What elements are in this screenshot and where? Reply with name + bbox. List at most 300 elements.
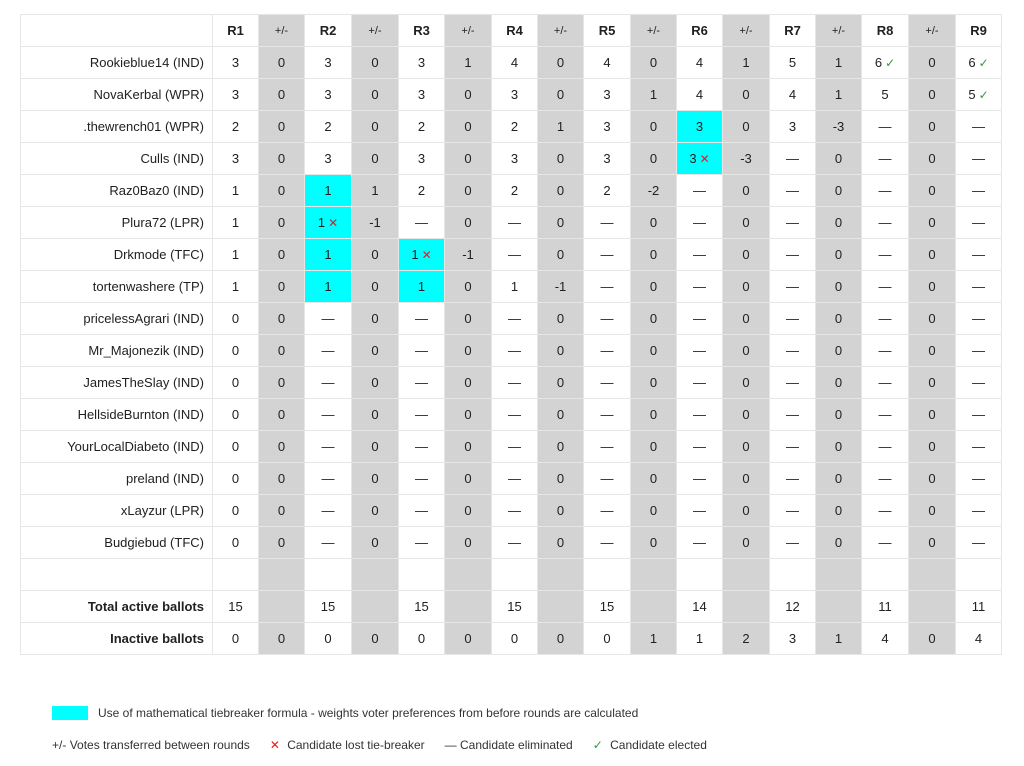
transfer-cell — [445, 239, 492, 271]
vote-cell — [213, 239, 259, 271]
transfer-cell — [352, 207, 399, 239]
cell-value: — — [600, 215, 614, 230]
cell-value: 0 — [464, 503, 472, 518]
candidate-name: Inactive ballots — [21, 623, 213, 655]
vote-cell — [305, 495, 352, 527]
transfer-cell — [816, 591, 862, 623]
cell-value: -2 — [647, 183, 660, 198]
cell-value: 0 — [277, 215, 286, 230]
vote-cell — [305, 207, 352, 239]
cross-icon: ✕ — [328, 216, 339, 230]
cell-value: 0 — [742, 343, 750, 358]
cell-value: 3 — [695, 119, 704, 134]
vote-cell — [399, 47, 445, 79]
cell-value: 0 — [371, 151, 379, 166]
vote-cell — [770, 495, 816, 527]
cell-value: 0 — [649, 343, 658, 358]
cell-value: 1 — [324, 279, 332, 294]
cell-value: 1 — [834, 87, 843, 102]
cell-value: 3 — [231, 87, 240, 102]
vote-cell — [677, 495, 723, 527]
cell-value: — — [972, 183, 985, 198]
legend-symbols — [52, 738, 707, 752]
transfer-column-header: +/- — [631, 15, 677, 47]
cell-value: — — [972, 247, 985, 262]
cell-value: — — [508, 535, 521, 550]
vote-cell — [862, 303, 909, 335]
vote-cell — [305, 591, 352, 623]
cell-value: — — [878, 279, 892, 294]
vote-cell — [677, 239, 723, 271]
transfer-cell — [909, 79, 956, 111]
vote-cell — [862, 47, 909, 79]
vote-cell — [213, 79, 259, 111]
cell-value: 4 — [695, 87, 704, 102]
candidate-row — [21, 335, 1002, 367]
vote-cell — [770, 335, 816, 367]
cell-value: 0 — [834, 503, 843, 518]
cell-value: — — [786, 151, 799, 166]
candidate-row — [21, 303, 1002, 335]
cell-value: 3 — [603, 151, 611, 166]
cell-value: 0 — [371, 311, 379, 326]
cell-value: 2 — [417, 183, 426, 198]
cell-value: 1 — [464, 55, 472, 70]
vote-cell — [770, 303, 816, 335]
cell-value: — — [693, 375, 706, 390]
transfer-cell — [259, 47, 305, 79]
cell-value: 1 — [231, 279, 240, 294]
transfer-cell — [631, 47, 677, 79]
cell-value: 2 — [324, 119, 332, 134]
transfer-cell — [909, 367, 956, 399]
cell-value: — — [693, 215, 706, 230]
vote-cell — [399, 207, 445, 239]
vote-cell — [677, 47, 723, 79]
empty-cell — [352, 559, 399, 591]
cell-value: 0 — [277, 311, 286, 326]
transfer-cell — [631, 623, 677, 655]
cell-value: 0 — [277, 407, 286, 422]
cell-value: — — [415, 375, 428, 390]
vote-cell — [305, 239, 352, 271]
vote-cell — [956, 175, 1002, 207]
round-column-header: R5 — [584, 15, 631, 47]
transfer-column-header: +/- — [259, 15, 305, 47]
transfer-cell — [352, 271, 399, 303]
cell-value: 0 — [603, 631, 611, 646]
cell-value: — — [415, 343, 428, 358]
empty-cell — [21, 559, 213, 591]
cell-value: 0 — [371, 535, 379, 550]
empty-cell — [770, 559, 816, 591]
cell-value: — — [508, 471, 521, 486]
vote-cell — [956, 495, 1002, 527]
transfer-cell — [445, 207, 492, 239]
vote-cell — [584, 527, 631, 559]
cell-value: — — [600, 247, 614, 262]
vote-cell — [399, 431, 445, 463]
transfer-cell — [723, 399, 770, 431]
cell-value: — — [321, 407, 335, 422]
transfer-cell — [909, 271, 956, 303]
cell-value: 1 — [371, 183, 379, 198]
cell-value: 3 — [689, 151, 697, 166]
vote-cell — [862, 399, 909, 431]
cell-value: 4 — [881, 631, 889, 646]
transfer-cell — [352, 431, 399, 463]
cell-value: 0 — [556, 87, 565, 102]
cell-value: 0 — [464, 343, 472, 358]
transfer-cell — [259, 175, 305, 207]
transfer-cell — [631, 111, 677, 143]
empty-cell — [584, 559, 631, 591]
cell-value: — — [786, 279, 799, 294]
transfer-cell — [723, 431, 770, 463]
cell-value: 0 — [556, 471, 565, 486]
cell-value: 0 — [834, 375, 843, 390]
candidate-row — [21, 367, 1002, 399]
empty-cell — [213, 559, 259, 591]
spacer-row — [21, 559, 1002, 591]
cell-value: 0 — [231, 471, 240, 486]
transfer-cell — [631, 335, 677, 367]
legend-tiebreaker — [52, 706, 638, 720]
totals-row — [21, 591, 1002, 623]
cell-value: 0 — [277, 631, 286, 646]
cell-value: — — [878, 375, 892, 390]
cell-value: 0 — [277, 375, 286, 390]
candidate-name: preland (IND) — [21, 463, 213, 495]
vote-cell — [677, 175, 723, 207]
vote-cell — [492, 527, 538, 559]
cell-value: — — [878, 215, 892, 230]
cell-value: 11 — [971, 599, 986, 614]
candidate-name: xLayzur (LPR) — [21, 495, 213, 527]
transfer-cell — [445, 495, 492, 527]
candidate-row — [21, 527, 1002, 559]
vote-cell — [862, 79, 909, 111]
transfer-cell — [631, 463, 677, 495]
vote-cell — [862, 367, 909, 399]
transfer-cell — [723, 271, 770, 303]
transfer-cell — [631, 271, 677, 303]
cell-value: 0 — [464, 87, 472, 102]
candidate-row — [21, 79, 1002, 111]
cell-value: 1 — [742, 55, 750, 70]
vote-cell — [399, 335, 445, 367]
vote-cell — [492, 399, 538, 431]
cell-value: 3 — [603, 87, 611, 102]
vote-cell — [956, 239, 1002, 271]
cell-value: 15 — [507, 599, 522, 614]
cell-value: — — [693, 407, 706, 422]
cell-value: — — [786, 471, 799, 486]
transfer-cell — [445, 271, 492, 303]
round-column-header: R8 — [862, 15, 909, 47]
cell-value: 0 — [742, 503, 750, 518]
transfer-cell — [816, 239, 862, 271]
transfer-cell — [445, 463, 492, 495]
cell-value: 4 — [788, 87, 797, 102]
round-column-header: R4 — [492, 15, 538, 47]
transfer-cell — [352, 47, 399, 79]
vote-cell — [305, 47, 352, 79]
cell-value: 0 — [231, 375, 240, 390]
vote-cell — [305, 271, 352, 303]
vote-cell — [956, 431, 1002, 463]
corner-cell — [21, 15, 213, 47]
transfer-column-header: +/- — [538, 15, 584, 47]
cell-value: 0 — [556, 503, 565, 518]
cell-value: 1 — [231, 183, 240, 198]
vote-cell — [956, 79, 1002, 111]
vote-cell — [584, 367, 631, 399]
cell-value: — — [972, 151, 985, 166]
cell-value: 3 — [417, 55, 426, 70]
cell-value: 0 — [928, 631, 936, 646]
legend-elected — [593, 738, 707, 752]
vote-cell — [584, 399, 631, 431]
cell-value: 0 — [649, 407, 658, 422]
cell-value: -3 — [832, 119, 845, 134]
cell-value: 0 — [649, 311, 658, 326]
vote-cell — [305, 367, 352, 399]
transfer-cell — [723, 175, 770, 207]
cell-value: 0 — [649, 119, 658, 134]
cell-value: 0 — [649, 535, 658, 550]
vote-cell — [213, 527, 259, 559]
candidate-row — [21, 175, 1002, 207]
cell-value: 3 — [788, 119, 797, 134]
empty-cell — [723, 559, 770, 591]
vote-cell — [213, 335, 259, 367]
transfer-cell — [816, 111, 862, 143]
cell-value: — — [786, 183, 799, 198]
cross-icon: ✕ — [269, 738, 280, 752]
vote-cell — [862, 431, 909, 463]
cell-value: 4 — [510, 55, 519, 70]
cell-value: — — [693, 439, 706, 454]
cell-value: — — [321, 311, 335, 326]
transfer-cell — [909, 143, 956, 175]
transfer-cell — [352, 175, 399, 207]
cell-value: 0 — [928, 311, 936, 326]
vote-cell — [399, 367, 445, 399]
cell-value: 1 — [834, 55, 843, 70]
cell-value: 5 — [881, 87, 889, 102]
cell-value: — — [786, 311, 799, 326]
transfer-cell — [723, 79, 770, 111]
transfer-cell — [445, 79, 492, 111]
transfer-cell — [538, 143, 584, 175]
vote-cell — [399, 143, 445, 175]
transfer-cell — [816, 431, 862, 463]
cell-value: 0 — [371, 279, 379, 294]
cell-value: 0 — [231, 343, 240, 358]
vote-cell — [677, 111, 723, 143]
candidate-name: Culls (IND) — [21, 143, 213, 175]
vote-cell — [956, 399, 1002, 431]
cell-value: 0 — [277, 279, 286, 294]
vote-cell — [584, 239, 631, 271]
cell-value: — — [972, 439, 985, 454]
vote-cell — [492, 239, 538, 271]
results-table — [20, 14, 1002, 655]
transfer-cell — [631, 431, 677, 463]
vote-cell — [399, 399, 445, 431]
cell-value: 0 — [556, 247, 565, 262]
cell-value: 0 — [928, 55, 936, 70]
cell-value: — — [321, 343, 335, 358]
transfer-cell — [352, 623, 399, 655]
cell-value: 15 — [599, 599, 615, 614]
transfer-cell — [538, 623, 584, 655]
cell-value: 0 — [928, 279, 936, 294]
vote-cell — [399, 111, 445, 143]
vote-cell — [584, 175, 631, 207]
vote-cell — [213, 591, 259, 623]
vote-cell — [213, 623, 259, 655]
vote-cell — [584, 47, 631, 79]
legend-lost — [270, 738, 425, 752]
transfer-cell — [538, 399, 584, 431]
transfer-cell — [909, 303, 956, 335]
cell-value: 3 — [417, 151, 426, 166]
cell-value: 0 — [371, 375, 379, 390]
cell-value: — — [786, 503, 799, 518]
vote-cell — [862, 527, 909, 559]
transfer-cell — [352, 495, 399, 527]
transfer-column-header: +/- — [723, 15, 770, 47]
cell-value: 0 — [464, 119, 472, 134]
cell-value: — — [508, 343, 521, 358]
cell-value: — — [600, 503, 614, 518]
cell-value: 0 — [277, 247, 286, 262]
vote-cell — [213, 367, 259, 399]
cell-value: 4 — [603, 55, 611, 70]
eliminated-text: Candidate eliminated — [459, 738, 573, 752]
transfer-cell — [259, 207, 305, 239]
transfer-cell — [723, 303, 770, 335]
transfer-cell — [816, 463, 862, 495]
vote-cell — [770, 623, 816, 655]
cell-value: — — [972, 407, 985, 422]
cell-value: -1 — [369, 215, 381, 230]
cell-value: — — [786, 247, 799, 262]
cell-value: 3 — [324, 87, 332, 102]
cell-value: — — [415, 439, 428, 454]
cell-value: — — [508, 439, 521, 454]
cell-value: 0 — [649, 471, 658, 486]
transfer-cell — [259, 463, 305, 495]
cell-value: — — [508, 215, 521, 230]
candidate-name: Raz0Baz0 (IND) — [21, 175, 213, 207]
cell-value: — — [693, 503, 706, 518]
transfer-cell — [445, 175, 492, 207]
transfer-cell — [538, 175, 584, 207]
round-column-header: R2 — [305, 15, 352, 47]
transfer-cell — [259, 239, 305, 271]
candidate-name: Plura72 (LPR) — [21, 207, 213, 239]
transfer-cell — [816, 495, 862, 527]
cell-value: 1 — [317, 215, 326, 230]
cell-value: 3 — [231, 55, 240, 70]
cell-value: 0 — [928, 535, 936, 550]
cell-value: — — [878, 183, 892, 198]
transfer-cell — [909, 399, 956, 431]
transfer-cell — [909, 591, 956, 623]
vote-cell — [213, 463, 259, 495]
cell-value: 2 — [742, 631, 750, 646]
transfer-cell — [909, 239, 956, 271]
vote-cell — [584, 207, 631, 239]
vote-cell — [584, 143, 631, 175]
transfer-cell — [723, 335, 770, 367]
vote-cell — [492, 143, 538, 175]
cell-value: — — [693, 183, 706, 198]
cell-value: 0 — [742, 535, 750, 550]
vote-cell — [677, 623, 723, 655]
candidate-row — [21, 431, 1002, 463]
vote-cell — [956, 111, 1002, 143]
cell-value: — — [786, 215, 799, 230]
cell-value: 0 — [928, 503, 936, 518]
cell-value: 0 — [649, 247, 658, 262]
vote-cell — [584, 111, 631, 143]
cell-value: 1 — [556, 119, 565, 134]
cell-value: 0 — [834, 439, 843, 454]
cell-value: — — [415, 215, 428, 230]
cell-value: 0 — [464, 279, 472, 294]
vote-cell — [584, 335, 631, 367]
cell-value: 1 — [324, 247, 332, 262]
vote-cell — [956, 303, 1002, 335]
cell-value: 5 — [788, 55, 797, 70]
cell-value: 0 — [464, 439, 472, 454]
vote-cell — [399, 463, 445, 495]
transfer-cell — [259, 143, 305, 175]
cell-value: — — [878, 407, 892, 422]
vote-cell — [770, 527, 816, 559]
transfer-cell — [538, 431, 584, 463]
vote-cell — [492, 495, 538, 527]
transfer-cell — [723, 367, 770, 399]
transfer-cell — [816, 623, 862, 655]
vote-cell — [862, 111, 909, 143]
cell-value: — — [878, 439, 892, 454]
cell-value: 3 — [231, 151, 240, 166]
lost-text: Candidate lost tie-breaker — [287, 738, 425, 752]
transfer-cell — [723, 463, 770, 495]
cell-value: 0 — [464, 215, 472, 230]
cell-value: 0 — [928, 247, 936, 262]
cell-value: 3 — [324, 55, 332, 70]
cell-value: 0 — [464, 631, 472, 646]
cell-value: — — [600, 407, 614, 422]
transfer-cell — [816, 143, 862, 175]
cell-value: — — [878, 119, 892, 134]
cell-value: 0 — [556, 375, 565, 390]
cell-value: — — [321, 503, 335, 518]
vote-cell — [770, 239, 816, 271]
transfer-cell — [631, 495, 677, 527]
transfer-cell — [909, 47, 956, 79]
cell-value: — — [972, 311, 985, 326]
transfer-cell — [445, 111, 492, 143]
cell-value: -1 — [554, 279, 567, 294]
cell-value: — — [972, 215, 985, 230]
